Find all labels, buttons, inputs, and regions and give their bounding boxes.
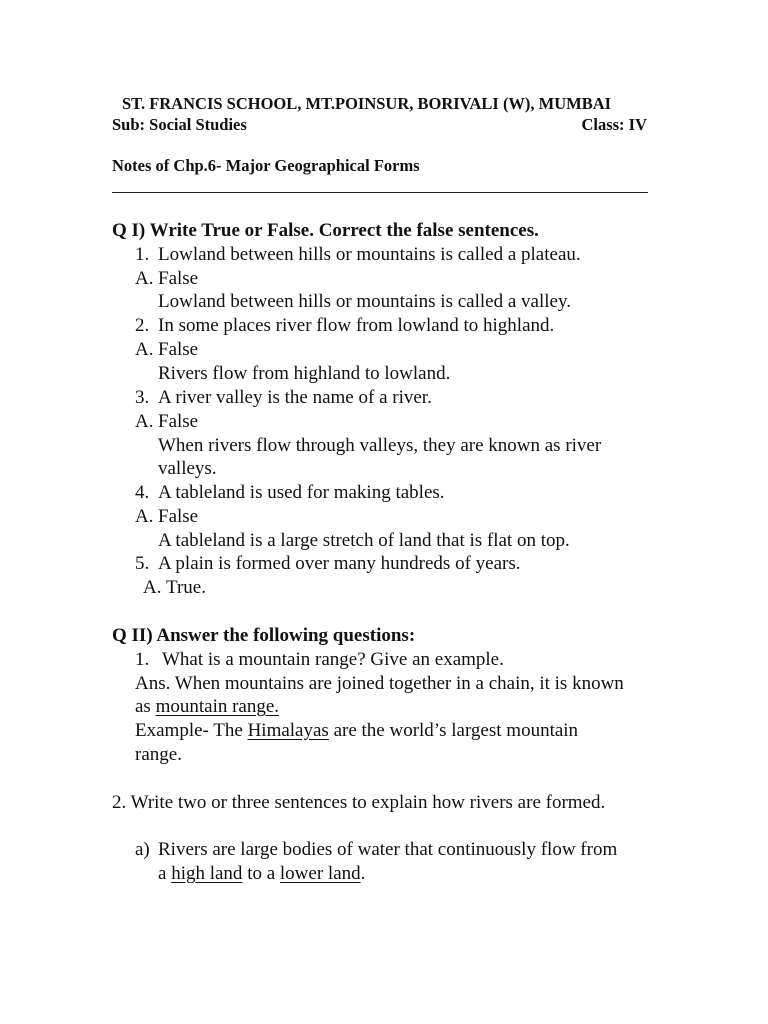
- item3-answer-prefix: A.: [135, 411, 154, 432]
- q2a-line1: Rivers are large bodies of water that continuously flow from: [158, 839, 618, 860]
- item4-number: 4.: [135, 482, 150, 503]
- notes-title: Notes of Chp.6- Major Geographical Forms: [112, 156, 420, 175]
- item1-answer-prefix: A.: [135, 268, 154, 289]
- item3-answer: False: [158, 411, 199, 432]
- q1-example-line1: [135, 721, 578, 740]
- mountain-range-term: mountain range.: [155, 696, 280, 717]
- example-prefix: Example- The: [135, 720, 248, 741]
- section2-heading: Q II) Answer the following questions:: [112, 625, 416, 646]
- header-divider: [112, 192, 648, 193]
- himalayas-term: Himalayas: [247, 720, 329, 741]
- q2a-label: a): [135, 839, 150, 860]
- item3-correction-line2: valleys.: [158, 458, 217, 479]
- q1-example-line2: range.: [135, 744, 182, 765]
- item3-question: A river valley is the name of a river.: [158, 387, 432, 408]
- q1-answer-prefix: as: [135, 696, 156, 717]
- item2-answer-prefix: A.: [135, 339, 154, 360]
- item4-answer-prefix: A.: [135, 506, 154, 527]
- item5-number: 5.: [135, 553, 150, 574]
- section1-heading: Q I) Write True or False. Correct the false sentences.: [112, 220, 539, 241]
- item2-number: 2.: [135, 315, 150, 336]
- item5-answer-prefix: A.: [143, 577, 162, 598]
- item2-question: In some places river flow from lowland to highland.: [158, 315, 555, 336]
- item1-answer: False: [158, 268, 199, 289]
- item1-number: 1.: [135, 244, 150, 265]
- item4-answer: False: [158, 506, 199, 527]
- q1-answer-line1: Ans. When mountains are joined together in a chain, it is known: [135, 673, 624, 694]
- item2-answer: False: [158, 339, 199, 360]
- item4-correction: A tableland is a large stretch of land that is flat on top.: [158, 530, 570, 551]
- item5-question: A plain is formed over many hundreds of years.: [158, 553, 521, 574]
- item1-question: Lowland between hills or mountains is called a plateau.: [158, 244, 581, 265]
- class-label: Class: IV: [581, 115, 647, 134]
- item1-correction: Lowland between hills or mountains is called a valley.: [158, 291, 571, 312]
- example-suffix: are the world’s largest mountain: [328, 720, 579, 741]
- q2a-end: .: [360, 863, 366, 884]
- school-name: ST. FRANCIS SCHOOL, MT.POINSUR, BORIVALI (W), MUMBAI: [122, 94, 612, 113]
- item4-question: A tableland is used for making tables.: [158, 482, 445, 503]
- item3-correction-line1: When rivers flow through valleys, they are known as river: [158, 435, 602, 456]
- q1-answer-line2: [135, 697, 279, 716]
- high-land-term: high land: [171, 863, 243, 884]
- item5-answer: True.: [166, 577, 206, 598]
- q1-number: 1.: [135, 649, 150, 670]
- q1-question: What is a mountain range? Give an example.: [162, 649, 504, 670]
- item3-number: 3.: [135, 387, 150, 408]
- q2a-middle: to a: [242, 863, 280, 884]
- q2a-prefix: a: [158, 863, 172, 884]
- lower-land-term: lower land: [279, 863, 361, 884]
- q2-question: 2. Write two or three sentences to explain how rivers are formed.: [112, 792, 606, 813]
- subject-label: Sub: Social Studies: [112, 115, 247, 134]
- item2-correction: Rivers flow from highland to lowland.: [158, 363, 451, 384]
- q2a-line2: [158, 864, 365, 883]
